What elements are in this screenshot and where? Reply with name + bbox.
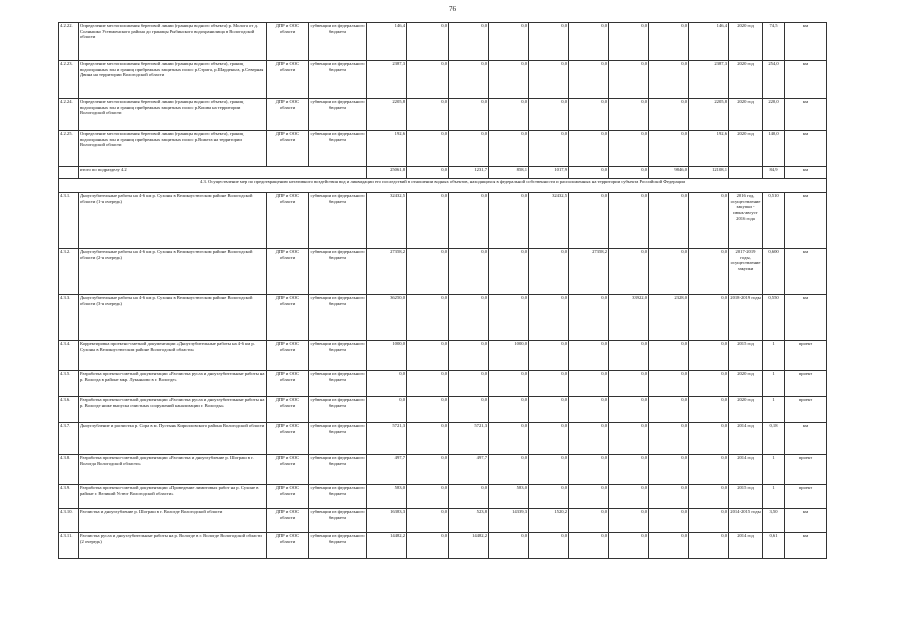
funding-source-cell: субвенции из федерального бюджета xyxy=(309,485,367,509)
activity-name-cell: Разработка проектно-сметной документации «Проведение лимитовых работ на р. Сухоне в районе г. Великий Устюг Вологодской области» xyxy=(79,485,267,509)
amount-cell: 0,0 xyxy=(449,397,489,423)
term-cell: 2020 год xyxy=(729,397,763,423)
quantity-cell: 0,510 xyxy=(763,193,785,249)
amount-cell: 0,0 xyxy=(689,509,729,533)
amount-cell: 0,0 xyxy=(529,485,569,509)
amount-cell: 0,0 xyxy=(407,23,449,61)
amount-cell: 0,0 xyxy=(407,61,449,99)
amount-cell: 0,0 xyxy=(609,533,649,559)
amount-cell: 0,0 xyxy=(569,485,609,509)
amount-cell: 0,0 xyxy=(689,249,729,295)
row-number-cell: 4.3.3. xyxy=(59,295,79,341)
row-number-cell: 4.3.7. xyxy=(59,423,79,455)
amount-cell: 0,0 xyxy=(609,397,649,423)
amount-cell: 0,0 xyxy=(449,131,489,167)
amount-cell: 0,0 xyxy=(609,371,649,397)
amount-cell: 1520,2 xyxy=(529,509,569,533)
quantity-cell: 0,18 xyxy=(763,423,785,455)
funding-source-cell: субвенции из федерального бюджета xyxy=(309,131,367,167)
amount-cell: 0,0 xyxy=(569,23,609,61)
executor-cell: ДПР и ООС области xyxy=(267,423,309,455)
table-row xyxy=(59,23,827,61)
amount-cell: 0,0 xyxy=(489,193,529,249)
amount-cell: 0,0 xyxy=(529,397,569,423)
amount-cell: 2205,8 xyxy=(689,99,729,131)
row-number-cell: 4.2.23. xyxy=(59,61,79,99)
amount-cell: 0,0 xyxy=(489,455,529,485)
table-row xyxy=(59,193,827,249)
row-number-cell: 4.3.1. xyxy=(59,193,79,249)
funding-source-cell: субвенции из федерального бюджета xyxy=(309,341,367,371)
amount-cell: 0,0 xyxy=(407,193,449,249)
executor-cell: ДПР и ООС области xyxy=(267,295,309,341)
executor-cell: ДПР и ООС области xyxy=(267,533,309,559)
amount-cell: 0,0 xyxy=(407,423,449,455)
quantity-cell: 1 xyxy=(763,371,785,397)
executor-cell: ДПР и ООС области xyxy=(267,61,309,99)
activity-name-cell: Разработка проектно-сметной документации «Расчистка русла и дноуглубительные работы на р. Вологде ниже выпуска очистных сооружений канализации г. Вологды» xyxy=(79,397,267,423)
amount-cell: 0,0 xyxy=(569,295,609,341)
amount-cell: 0,0 xyxy=(529,341,569,371)
funding-source-cell: субвенции из федерального бюджета xyxy=(309,533,367,559)
amount-cell: 497,7 xyxy=(449,455,489,485)
amount-cell: 0,0 xyxy=(489,249,529,295)
amount-cell: 9846,0 xyxy=(649,167,689,179)
amount-cell: 0,0 xyxy=(649,99,689,131)
term-cell: 2015 год xyxy=(729,485,763,509)
amount-cell: 0,0 xyxy=(407,397,449,423)
amount-cell: 583,0 xyxy=(367,485,407,509)
amount-cell: 0,0 xyxy=(689,295,729,341)
amount-cell: 0,0 xyxy=(649,249,689,295)
amount-cell: 523,8 xyxy=(449,509,489,533)
unit-cell: км xyxy=(785,295,827,341)
amount-cell: 0,0 xyxy=(407,509,449,533)
amount-cell: 0,0 xyxy=(529,23,569,61)
quantity-cell: 84,9 xyxy=(763,167,785,179)
table-row xyxy=(59,485,827,509)
amount-cell: 0,0 xyxy=(649,485,689,509)
row-number-cell: 4.3.2. xyxy=(59,249,79,295)
row-number-cell: 4.3.5. xyxy=(59,371,79,397)
row-number-cell xyxy=(59,167,79,179)
amount-cell: 0,0 xyxy=(609,193,649,249)
amount-cell: 0,0 xyxy=(489,397,529,423)
funding-source-cell: субвенции из федерального бюджета xyxy=(309,249,367,295)
executor-cell: ДПР и ООС области xyxy=(267,131,309,167)
row-number-cell: 4.3.11. xyxy=(59,533,79,559)
amount-cell: 0,0 xyxy=(489,371,529,397)
unit-cell: проект xyxy=(785,485,827,509)
amount-cell: 0,0 xyxy=(609,423,649,455)
amount-cell: 146,4 xyxy=(367,23,407,61)
table-row xyxy=(59,341,827,371)
executor-cell: ДПР и ООС области xyxy=(267,193,309,249)
unit-cell: км xyxy=(785,61,827,99)
amount-cell: 0,0 xyxy=(489,61,529,99)
amount-cell: 0,0 xyxy=(689,397,729,423)
executor-cell: ДПР и ООС области xyxy=(267,509,309,533)
term-cell: 2017-2019 годы, осуществление закупки xyxy=(729,249,763,295)
row-number-cell: 4.3.6. xyxy=(59,397,79,423)
amount-cell: 0,0 xyxy=(689,533,729,559)
amount-cell: 0,0 xyxy=(529,371,569,397)
amount-cell: 14482,2 xyxy=(367,533,407,559)
activity-name-cell: Дноуглубительные работы на 4-6 км р. Сухоны в Великоустюгском районе Вологодской области (3-я очередь) xyxy=(79,295,267,341)
amount-cell: 0,0 xyxy=(569,455,609,485)
term-cell: 2018-2019 годы xyxy=(729,295,763,341)
executor-cell: ДПР и ООС области xyxy=(267,397,309,423)
activity-name-cell: Дноуглубление и расчистка р. Сора в м. Пустынь Кирилловского района Вологодской области xyxy=(79,423,267,455)
amount-cell: 0,0 xyxy=(529,61,569,99)
amount-cell: 1000,0 xyxy=(367,341,407,371)
row-number-cell: 4.3.8. xyxy=(59,455,79,485)
amount-cell: 0,0 xyxy=(569,397,609,423)
funding-source-cell: субвенции из федерального бюджета xyxy=(309,23,367,61)
activity-name-cell: Дноуглубительные работы на 4-6 км р. Сухоны в Великоустюгском районе Вологодской области (2-я очередь) xyxy=(79,249,267,295)
funding-source-cell: субвенции из федерального бюджета xyxy=(309,61,367,99)
amount-cell: 0,0 xyxy=(569,509,609,533)
amount-cell: 0,0 xyxy=(489,295,529,341)
amount-cell: 0,0 xyxy=(649,455,689,485)
amount-cell: 858,1 xyxy=(489,167,529,179)
amount-cell: 1017,9 xyxy=(529,167,569,179)
section-heading: 4.3. Осуществление мер по предотвращению негативного воздействия вод и ликвидации его последствий в отношении водных объектов, находящихся в федеральной собственности и расположенных на территории субъекта Российской Федерации xyxy=(59,179,827,193)
unit-cell: км xyxy=(785,423,827,455)
quantity-cell: 1 xyxy=(763,341,785,371)
amount-cell: 32432,5 xyxy=(529,193,569,249)
amount-cell: 0,0 xyxy=(609,509,649,533)
term-cell: 2020 год xyxy=(729,371,763,397)
amount-cell: 33922,0 xyxy=(609,295,649,341)
amount-cell: 14339,3 xyxy=(489,509,529,533)
amount-cell: 0,0 xyxy=(649,509,689,533)
amount-cell: 2205,8 xyxy=(367,99,407,131)
amount-cell: 0,0 xyxy=(689,455,729,485)
activity-name-cell: Расчистка русла и дноуглубительные работы на р. Вологде в г. Вологде Вологодской области (2 очередь) xyxy=(79,533,267,559)
term-cell: 2016 год, осуществление закупки - июнь-август 2016 года xyxy=(729,193,763,249)
amount-cell: 0,0 xyxy=(449,23,489,61)
executor-cell: ДПР и ООС области xyxy=(267,455,309,485)
amount-cell: 27358,2 xyxy=(367,249,407,295)
table-row xyxy=(59,533,827,559)
unit-cell: проект xyxy=(785,341,827,371)
amount-cell: 0,0 xyxy=(569,371,609,397)
row-number-cell: 4.3.9. xyxy=(59,485,79,509)
amount-cell: 0,0 xyxy=(367,371,407,397)
amount-cell: 0,0 xyxy=(489,131,529,167)
amount-cell: 2328,0 xyxy=(649,295,689,341)
unit-cell: проект xyxy=(785,371,827,397)
amount-cell: 0,0 xyxy=(609,131,649,167)
executor-cell: ДПР и ООС области xyxy=(267,249,309,295)
term-cell: 2020 год xyxy=(729,131,763,167)
amount-cell: 0,0 xyxy=(649,341,689,371)
amount-cell: 2387,3 xyxy=(367,61,407,99)
unit-cell: проект xyxy=(785,455,827,485)
term-cell: 2020 год xyxy=(729,61,763,99)
amount-cell: 0,0 xyxy=(449,371,489,397)
amount-cell: 0,0 xyxy=(649,397,689,423)
amount-cell: 0,0 xyxy=(649,423,689,455)
executor-cell: ДПР и ООС области xyxy=(267,371,309,397)
amount-cell: 0,0 xyxy=(489,423,529,455)
amount-cell: 1000,0 xyxy=(489,341,529,371)
amount-cell: 0,0 xyxy=(609,455,649,485)
section-heading-row xyxy=(59,179,827,193)
amount-cell: 0,0 xyxy=(407,167,449,179)
unit-cell: км xyxy=(785,131,827,167)
amount-cell: 0,0 xyxy=(569,167,609,179)
quantity-cell: 1 xyxy=(763,455,785,485)
activity-name-cell: Корректировка проектно-сметной документации «Дноуглубительные работы на 4-6 км р. Сухоны в Великоустюгском районе Вологодской области» xyxy=(79,341,267,371)
amount-cell: 0,0 xyxy=(449,295,489,341)
amount-cell: 0,0 xyxy=(569,341,609,371)
row-number-cell: 4.2.24. xyxy=(59,99,79,131)
amount-cell: 0,0 xyxy=(489,23,529,61)
amount-cell: 5721,3 xyxy=(449,423,489,455)
amount-cell: 0,0 xyxy=(609,61,649,99)
amount-cell: 0,0 xyxy=(569,533,609,559)
amount-cell: 0,0 xyxy=(649,193,689,249)
amount-cell: 583,0 xyxy=(489,485,529,509)
amount-cell: 25061,8 xyxy=(367,167,407,179)
table-row xyxy=(59,423,827,455)
unit-cell: км xyxy=(785,23,827,61)
amount-cell: 0,0 xyxy=(449,341,489,371)
table-row xyxy=(59,455,827,485)
amount-cell: 0,0 xyxy=(609,485,649,509)
term-cell: 2014-2015 годы xyxy=(729,509,763,533)
table-row xyxy=(59,397,827,423)
executor-cell: ДПР и ООС области xyxy=(267,341,309,371)
activity-name-cell: Определение местоположения береговой линии (границы водного объекта), границ водоохранных зон и границ прибрежных защитных полос р.Стрига, р.Шарденьга, р.Северная Двина на территории Вологодской области xyxy=(79,61,267,99)
amount-cell: 0,0 xyxy=(649,61,689,99)
quantity-cell: 3,50 xyxy=(763,509,785,533)
unit-cell: км xyxy=(785,533,827,559)
unit-cell: проект xyxy=(785,397,827,423)
amount-cell: 0,0 xyxy=(449,485,489,509)
amount-cell: 0,0 xyxy=(609,99,649,131)
funding-source-cell: субвенции из федерального бюджета xyxy=(309,397,367,423)
table-body xyxy=(59,23,827,559)
amount-cell: 14482,2 xyxy=(449,533,489,559)
quantity-cell: 140,0 xyxy=(763,131,785,167)
amount-cell: 0,0 xyxy=(569,131,609,167)
amount-cell: 146,4 xyxy=(689,23,729,61)
quantity-cell: 1 xyxy=(763,397,785,423)
amount-cell: 0,0 xyxy=(407,485,449,509)
funding-source-cell: субвенции из федерального бюджета xyxy=(309,193,367,249)
amount-cell: 0,0 xyxy=(649,371,689,397)
term-cell: 2020 год xyxy=(729,99,763,131)
amount-cell: 0,0 xyxy=(569,423,609,455)
term-cell: 2015 год xyxy=(729,341,763,371)
amount-cell: 0,0 xyxy=(609,249,649,295)
amount-cell: 0,0 xyxy=(407,455,449,485)
amount-cell: 5721,3 xyxy=(367,423,407,455)
amount-cell: 0,0 xyxy=(649,131,689,167)
amount-cell: 0,0 xyxy=(407,249,449,295)
table-row xyxy=(59,61,827,99)
amount-cell: 0,0 xyxy=(529,533,569,559)
amount-cell: 0,0 xyxy=(529,295,569,341)
table-row xyxy=(59,131,827,167)
amount-cell: 0,0 xyxy=(689,423,729,455)
row-number-cell: 4.3.10. xyxy=(59,509,79,533)
amount-cell: 32432,5 xyxy=(367,193,407,249)
subtotal-label: итого по подразделу 4.2 xyxy=(79,167,367,179)
quantity-cell: 1 xyxy=(763,485,785,509)
amount-cell: 0,0 xyxy=(529,249,569,295)
quantity-cell: 0,600 xyxy=(763,249,785,295)
amount-cell: 0,0 xyxy=(609,341,649,371)
activity-name-cell: Определение местоположения береговой линии (границы водного объекта) р. Молога от д. Солнышко Устюженского района до границы Рыбинского водохранилища в Вологодской области xyxy=(79,23,267,61)
amount-cell: 0,0 xyxy=(449,193,489,249)
amount-cell: 0,0 xyxy=(489,99,529,131)
quantity-cell: 0,61 xyxy=(763,533,785,559)
amount-cell: 0,0 xyxy=(649,533,689,559)
table-row xyxy=(59,249,827,295)
amount-cell: 16383,3 xyxy=(367,509,407,533)
amount-cell: 192,6 xyxy=(367,131,407,167)
funding-source-cell: субвенции из федерального бюджета xyxy=(309,509,367,533)
amount-cell: 0,0 xyxy=(407,295,449,341)
term-cell xyxy=(729,167,763,179)
quantity-cell: 0,550 xyxy=(763,295,785,341)
term-cell: 2014 год xyxy=(729,533,763,559)
program-activities-table xyxy=(58,22,827,559)
subtotal-row xyxy=(59,167,827,179)
activity-name-cell: Дноуглубительные работы на 4-6 км р. Сухоны в Великоустюгском районе Вологодской области (1-я очередь) xyxy=(79,193,267,249)
amount-cell: 0,0 xyxy=(609,23,649,61)
executor-cell: ДПР и ООС области xyxy=(267,99,309,131)
amount-cell: 0,0 xyxy=(569,61,609,99)
table-row xyxy=(59,99,827,131)
term-cell: 2020 год xyxy=(729,23,763,61)
amount-cell: 192,6 xyxy=(689,131,729,167)
amount-cell: 497,7 xyxy=(367,455,407,485)
amount-cell: 0,0 xyxy=(407,533,449,559)
unit-cell: км xyxy=(785,509,827,533)
page-number: 76 xyxy=(449,5,456,13)
table-row xyxy=(59,371,827,397)
amount-cell: 1231,7 xyxy=(449,167,489,179)
unit-cell: км xyxy=(785,99,827,131)
amount-cell: 0,0 xyxy=(689,193,729,249)
amount-cell: 0,0 xyxy=(689,341,729,371)
amount-cell: 36250,0 xyxy=(367,295,407,341)
unit-cell: км xyxy=(785,249,827,295)
amount-cell: 0,0 xyxy=(529,99,569,131)
amount-cell: 0,0 xyxy=(609,167,649,179)
executor-cell: ДПР и ООС области xyxy=(267,485,309,509)
funding-source-cell: субвенции из федерального бюджета xyxy=(309,371,367,397)
activity-name-cell: Определение местоположения береговой линии (границы водного объекта), границ водоохранных зон и границ прибрежных защитных полос р.Вожега на территории Вологодской области xyxy=(79,131,267,167)
table-row xyxy=(59,295,827,341)
activity-name-cell: Расчистка и дноуглубление р. Шограш в г. Вологде Вологодской области xyxy=(79,509,267,533)
term-cell: 2014 год xyxy=(729,423,763,455)
amount-cell: 0,0 xyxy=(489,533,529,559)
row-number-cell: 4.2.22. xyxy=(59,23,79,61)
term-cell: 2014 год xyxy=(729,455,763,485)
amount-cell: 27358,2 xyxy=(569,249,609,295)
amount-cell: 0,0 xyxy=(529,455,569,485)
executor-cell: ДПР и ООС области xyxy=(267,23,309,61)
amount-cell: 0,0 xyxy=(407,131,449,167)
amount-cell: 0,0 xyxy=(569,99,609,131)
amount-cell: 0,0 xyxy=(529,423,569,455)
quantity-cell: 74,5 xyxy=(763,23,785,61)
amount-cell: 0,0 xyxy=(529,131,569,167)
row-number-cell: 4.2.25. xyxy=(59,131,79,167)
activity-name-cell: Разработка проектно-сметной документации «Расчистка и дноуглубление р. Шограш в г. Вологда Вологодской области» xyxy=(79,455,267,485)
unit-cell: км xyxy=(785,193,827,249)
quantity-cell: 254,0 xyxy=(763,61,785,99)
funding-source-cell: субвенции из федерального бюджета xyxy=(309,455,367,485)
table-row xyxy=(59,509,827,533)
amount-cell: 0,0 xyxy=(569,193,609,249)
row-number-cell: 4.3.4. xyxy=(59,341,79,371)
funding-source-cell: субвенции из федерального бюджета xyxy=(309,423,367,455)
amount-cell: 0,0 xyxy=(689,371,729,397)
amount-cell: 0,0 xyxy=(449,99,489,131)
amount-cell: 2387,3 xyxy=(689,61,729,99)
amount-cell: 0,0 xyxy=(649,23,689,61)
activity-name-cell: Определение местоположения береговой линии (границы водного объекта), границ водоохранных зон и границ прибрежных защитных полос р.Кошва на территории Вологодской области xyxy=(79,99,267,131)
amount-cell: 0,0 xyxy=(407,341,449,371)
amount-cell: 0,0 xyxy=(449,249,489,295)
quantity-cell: 220,0 xyxy=(763,99,785,131)
amount-cell: 0,0 xyxy=(449,61,489,99)
amount-cell: 0,0 xyxy=(407,371,449,397)
amount-cell: 0,0 xyxy=(367,397,407,423)
amount-cell: 0,0 xyxy=(407,99,449,131)
amount-cell: 0,0 xyxy=(689,485,729,509)
amount-cell: 12108,1 xyxy=(689,167,729,179)
funding-source-cell: субвенции из федерального бюджета xyxy=(309,99,367,131)
activity-name-cell: Разработка проектно-сметной документации «Расчистка русла и дноуглубительные работы на р. Вологда в районе мкр. Лукьяново в г. Вологде» xyxy=(79,371,267,397)
unit-cell: км xyxy=(785,167,827,179)
funding-source-cell: субвенции из федерального бюджета xyxy=(309,295,367,341)
